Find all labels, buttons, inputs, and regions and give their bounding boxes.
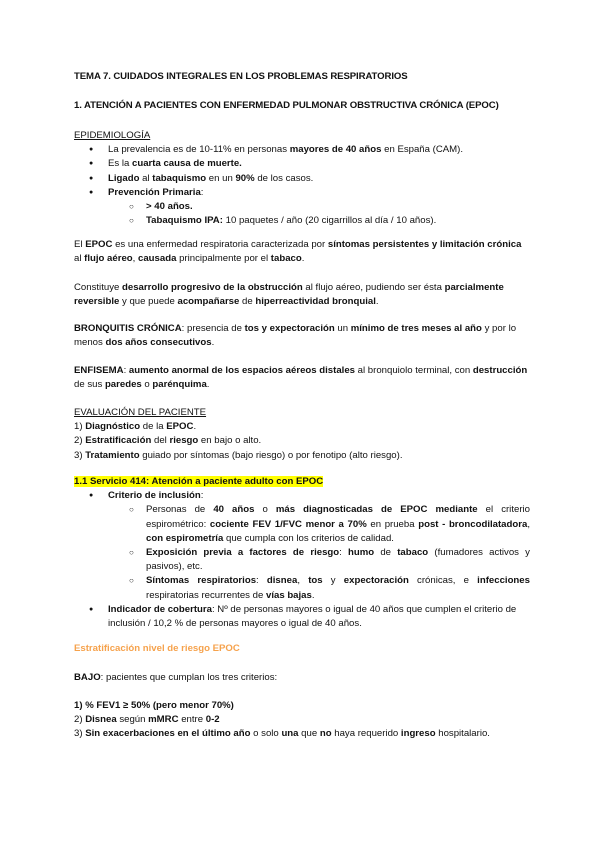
criterio-3: 3) Sin exacerbaciones en el último año o solo una que no haya requerido ingreso hospitalario. (74, 728, 490, 740)
tema-title: TEMA 7. CUIDADOS INTEGRALES EN LOS PROBLEMAS RESPIRATORIOS (74, 71, 408, 82)
section-1-title: 1. ATENCIÓN A PACIENTES CON ENFERMEDAD PULMONAR OBSTRUCTIVA CRÓNICA (EPOC) (74, 100, 499, 111)
list-item: ● Ligado al tabaquismo en un 90% de los casos. (74, 172, 530, 186)
sub-list-item: ○ Síntomas respiratorios: disnea, tos y expectoración crónicas, e infecciones respiratorias recurrentes de vías bajas. (74, 574, 530, 602)
epidemiologia-section (74, 129, 530, 228)
sub-list-item: ○ Personas de 40 años o más diagnosticadas de EPOC mediante el criterio espirométrico: cociente FEV 1/FVC menor a 70% en prueba post - broncodilatadora, con espirometría que cumpla con los criterios de calidad. (74, 503, 530, 546)
list-item: ● Es la cuarta causa de muerte. (74, 157, 530, 171)
sub-list-item: ○ Exposición previa a factores de riesgo: humo de tabaco (fumadores activos y pasivos), etc. (74, 546, 530, 574)
sub-list-item: ○ > 40 años. (74, 200, 530, 214)
servicio-section (74, 475, 530, 631)
sub-list-item: ○ Tabaquismo IPA: 10 paquetes / año (20 cigarrillos al día / 10 años). (74, 214, 530, 228)
list-item: ● Criterio de inclusión: (74, 489, 530, 503)
estratificacion-heading: Estratificación nivel de riesgo EPOC (74, 643, 240, 654)
list-item: ● Prevención Primaria: (74, 186, 530, 200)
criterio-1: 1) % FEV1 ≥ 50% (pero menor 70%) (74, 700, 234, 711)
servicio-list (74, 489, 530, 631)
criterio-2: 2) Disnea según mMRC entre 0-2 (74, 714, 220, 726)
epidemiologia-heading: EPIDEMIOLOGÍA (74, 130, 151, 141)
evaluacion-item-1: 1) Diagnóstico de la EPOC. (74, 421, 197, 433)
epidemiologia-list (74, 143, 530, 228)
evaluacion-heading: EVALUACIÓN DEL PACIENTE (74, 407, 207, 418)
paragraph-obstruction: Constituye desarrollo progresivo de la obstrucción al flujo aéreo, pudiendo ser ésta parcialmente reversible y que puede acompañarse de hiperreactividad bronquial. (74, 282, 504, 308)
paragraph-enfisema: ENFISEMA: aumento anormal de los espacios aéreos distales al bronquiolo terminal, con destrucción de sus paredes o parénquima. (74, 365, 528, 391)
estratificacion-bajo: BAJO: pacientes que cumplan los tres criterios: (74, 672, 278, 683)
list-item: ● La prevalencia es de 10-11% en personas mayores de 40 años en España (CAM). (74, 143, 530, 157)
evaluacion-item-2: 2) Estratificación del riesgo en bajo o alto. (74, 435, 262, 447)
evaluacion-section (74, 406, 530, 463)
servicio-heading: 1.1 Servicio 414: Atención a paciente adulto con EPOC (74, 476, 324, 487)
evaluacion-item-3: 3) Tratamiento guiado por síntomas (bajo riesgo) o por fenotipo (alto riesgo). (74, 449, 403, 461)
paragraph-bronquitis: BRONQUITIS CRÓNICA: presencia de tos y expectoración un mínimo de tres meses al año y por lo menos dos años consecutivos. (74, 323, 517, 349)
estratificacion-criterios (74, 699, 530, 742)
list-item: ● Indicador de cobertura: Nº de personas mayores o igual de 40 años que cumplen el criterio de inclusión / 10,2 % de personas mayores o igual de 40 años. (74, 603, 530, 631)
paragraph-epoc-definition: El EPOC es una enfermedad respiratoria caracterizada por síntomas persistentes y limitación crónica al flujo aéreo, causada principalmente por el tabaco. (74, 239, 522, 265)
